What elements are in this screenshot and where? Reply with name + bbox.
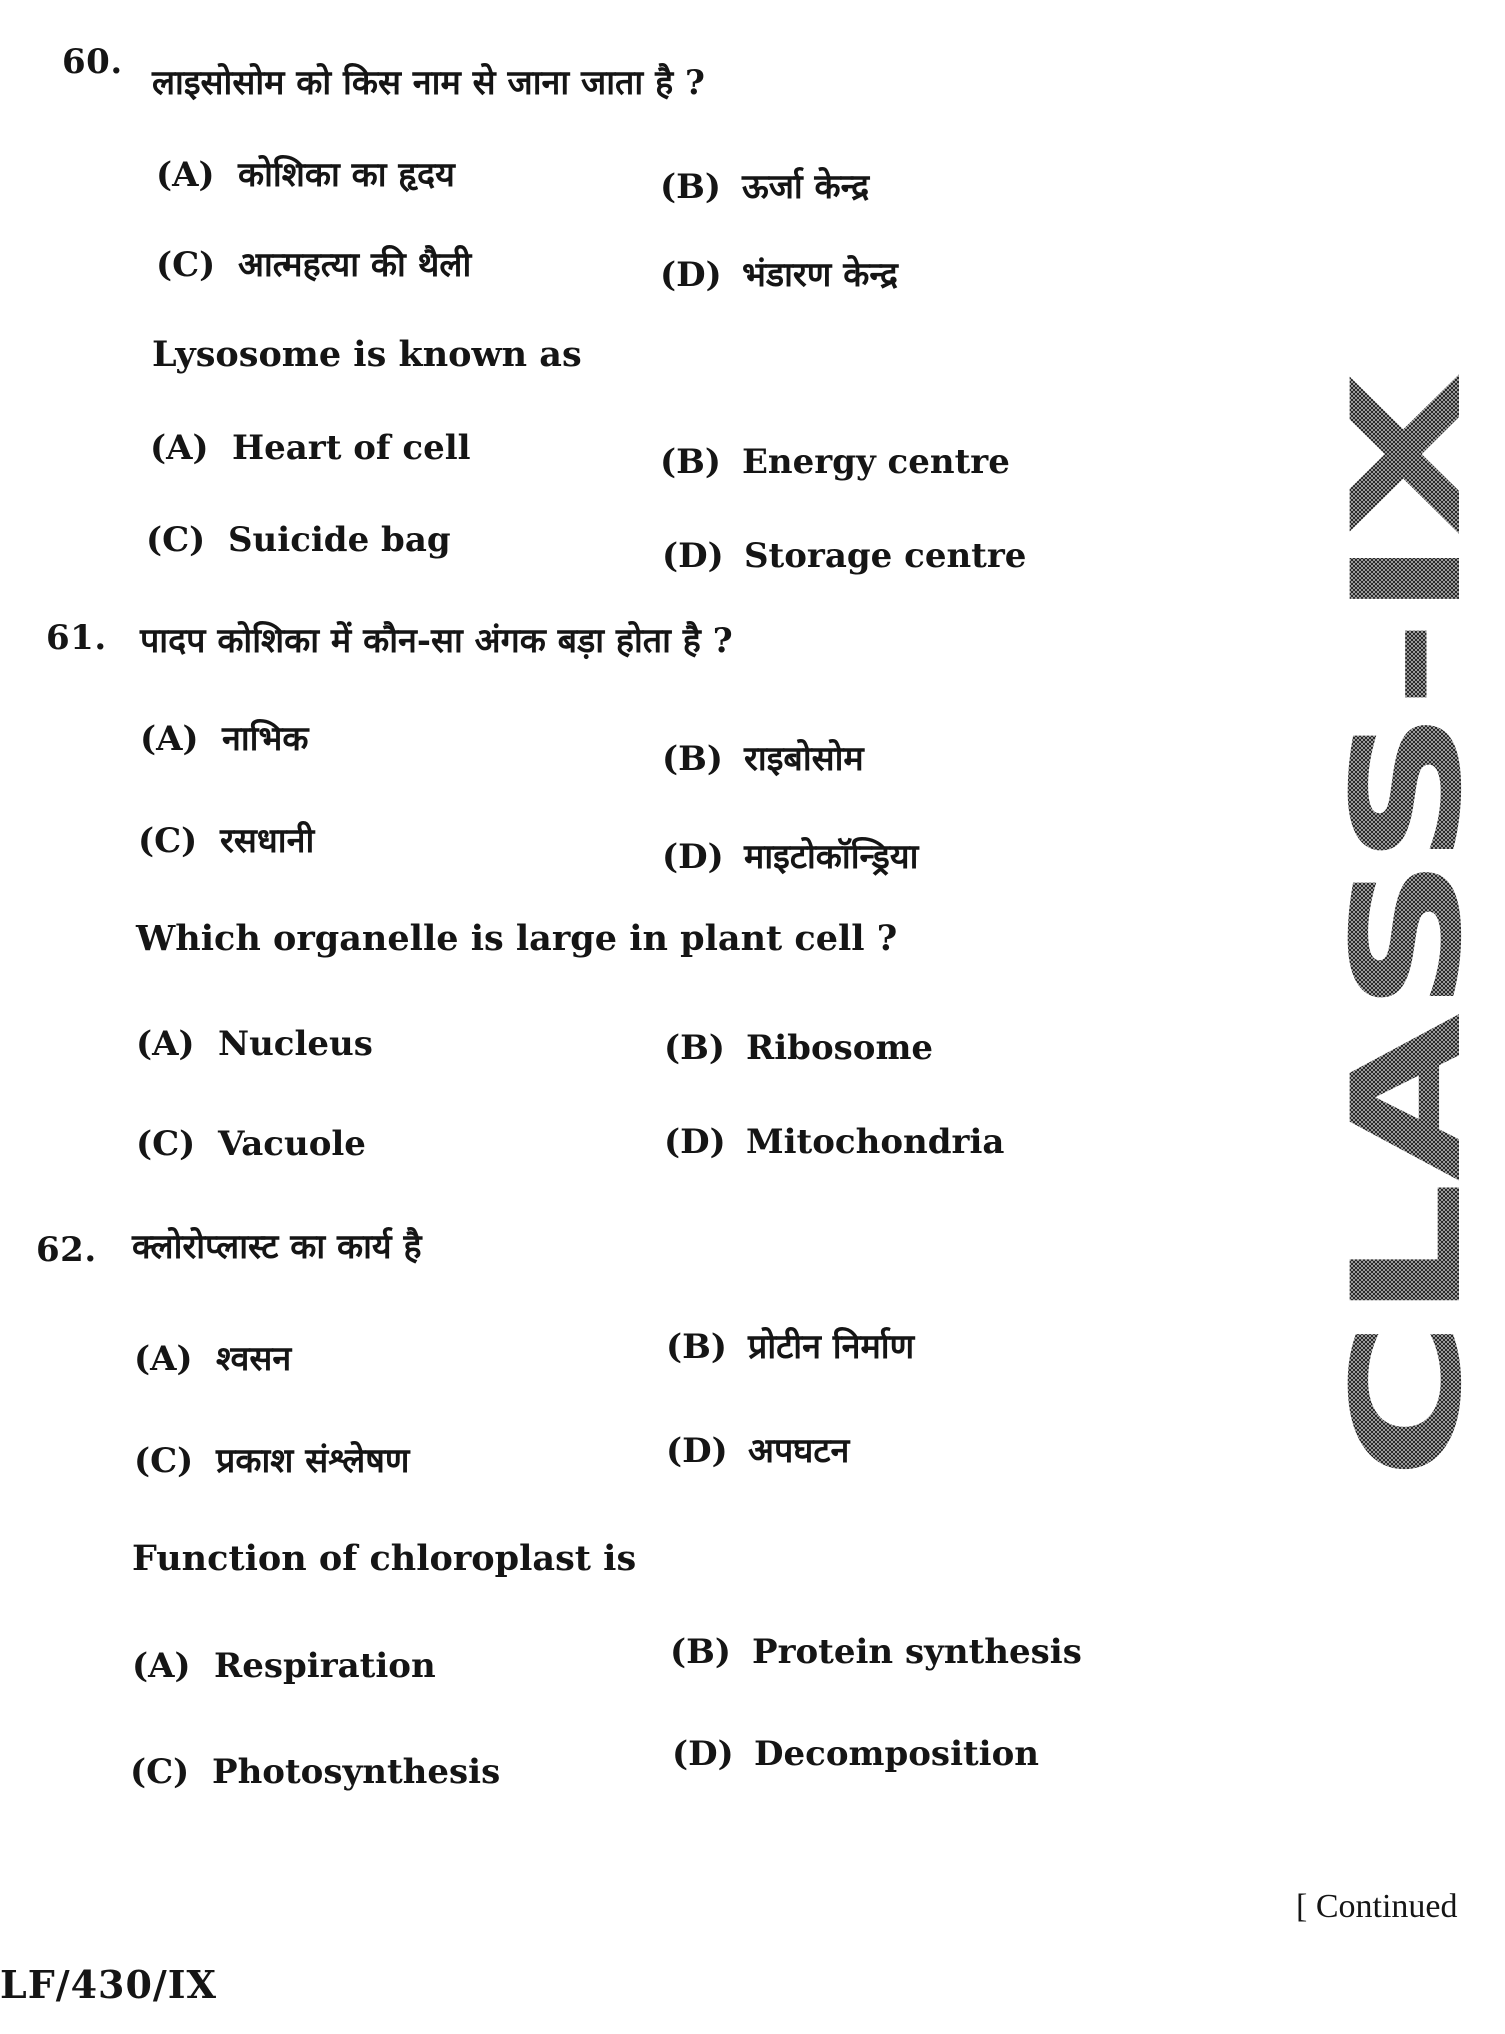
option-b-hindi bbox=[660, 162, 869, 208]
option-text: राइबोसोम bbox=[744, 739, 864, 779]
option-text: माइटोकॉन्ड्रिया bbox=[744, 837, 919, 877]
option-c-hindi bbox=[156, 240, 471, 286]
class-side-label bbox=[1321, 360, 1495, 1490]
option-b-english bbox=[660, 442, 1010, 482]
option-a-hindi bbox=[134, 1334, 291, 1380]
option-letter: (A) bbox=[150, 428, 209, 468]
question-text-english: Lysosome is known as bbox=[152, 334, 582, 375]
option-letter: (C) bbox=[130, 1752, 190, 1792]
option-letter: (C) bbox=[138, 821, 198, 861]
option-text: प्रकाश संश्लेषण bbox=[216, 1441, 410, 1481]
option-text: Photosynthesis bbox=[212, 1752, 501, 1792]
option-text: Energy centre bbox=[742, 442, 1010, 482]
question-text-hindi: पादप कोशिका में कौन-सा अंगक बड़ा होता है ? bbox=[140, 621, 733, 661]
option-letter: (D) bbox=[664, 1122, 726, 1162]
option-text: श्वसन bbox=[216, 1339, 292, 1379]
option-letter: (B) bbox=[670, 1632, 731, 1672]
option-text: Nucleus bbox=[218, 1024, 373, 1064]
option-letter: (A) bbox=[136, 1024, 195, 1064]
option-text: Ribosome bbox=[746, 1028, 934, 1068]
option-d-hindi bbox=[666, 1426, 849, 1472]
option-letter: (D) bbox=[662, 536, 724, 576]
option-letter: (B) bbox=[660, 167, 721, 207]
question-number: 62. bbox=[36, 1230, 97, 1270]
option-letter: (C) bbox=[134, 1441, 194, 1481]
option-letter: (B) bbox=[660, 442, 721, 482]
option-a-english bbox=[150, 428, 471, 468]
option-text: Protein synthesis bbox=[752, 1632, 1082, 1672]
option-text: Vacuole bbox=[218, 1124, 366, 1164]
option-b-hindi bbox=[666, 1322, 914, 1368]
option-b-english bbox=[670, 1632, 1082, 1672]
option-d-english bbox=[662, 536, 1026, 576]
question-text-hindi: क्लोरोप्लास्ट का कार्य है bbox=[132, 1227, 422, 1267]
option-text: Mitochondria bbox=[746, 1122, 1005, 1162]
continued-label: [ Continued bbox=[1296, 1888, 1458, 1925]
option-a-english bbox=[132, 1646, 436, 1686]
option-letter: (B) bbox=[664, 1028, 725, 1068]
option-text: भंडारण केन्द्र bbox=[742, 255, 898, 295]
option-b-hindi bbox=[662, 734, 864, 780]
option-text: ऊर्जा केन्द्र bbox=[742, 167, 870, 207]
question-text-english: Function of chloroplast is bbox=[132, 1538, 637, 1579]
option-d-english bbox=[664, 1122, 1004, 1162]
option-text: अपघटन bbox=[748, 1431, 850, 1471]
option-letter: (B) bbox=[662, 739, 723, 779]
option-c-english bbox=[130, 1752, 500, 1792]
class-side-label-graphic bbox=[1321, 360, 1495, 1490]
option-text: प्रोटीन निर्माण bbox=[748, 1327, 915, 1367]
option-letter: (C) bbox=[136, 1124, 196, 1164]
option-letter: (C) bbox=[156, 245, 216, 285]
option-letter: (A) bbox=[140, 719, 199, 759]
option-c-english bbox=[136, 1124, 366, 1164]
option-c-hindi bbox=[138, 816, 314, 862]
class-side-label-text: CLASS-IX bbox=[1321, 715, 1495, 1480]
option-letter: (D) bbox=[660, 255, 722, 295]
option-letter: (B) bbox=[666, 1327, 727, 1367]
option-c-hindi bbox=[134, 1436, 410, 1482]
question-text-hindi: लाइसोसोम को किस नाम से जाना जाता है ? bbox=[152, 63, 705, 103]
option-c-english bbox=[146, 520, 451, 560]
option-a-hindi bbox=[156, 150, 455, 196]
option-letter: (D) bbox=[672, 1734, 734, 1774]
option-a-hindi bbox=[140, 714, 309, 760]
option-text: Suicide bag bbox=[228, 520, 451, 560]
option-b-english bbox=[664, 1028, 933, 1068]
option-a-english bbox=[136, 1024, 373, 1064]
option-letter: (C) bbox=[146, 520, 206, 560]
paper-code: LF/430/IX bbox=[0, 1962, 218, 2007]
option-letter: (A) bbox=[132, 1646, 191, 1686]
option-d-hindi bbox=[660, 250, 898, 296]
option-text: नाभिक bbox=[222, 719, 309, 759]
question-number: 60. bbox=[62, 42, 123, 82]
option-text: रसधानी bbox=[220, 821, 315, 861]
option-letter: (D) bbox=[662, 837, 724, 877]
option-text: कोशिका का हृदय bbox=[238, 155, 455, 195]
option-text: Decomposition bbox=[754, 1734, 1039, 1774]
option-letter: (A) bbox=[156, 155, 215, 195]
option-d-hindi bbox=[662, 832, 918, 878]
option-text: आत्महत्या की थैली bbox=[238, 245, 472, 285]
option-text: Heart of cell bbox=[232, 428, 471, 468]
option-letter: (A) bbox=[134, 1339, 193, 1379]
option-letter: (D) bbox=[666, 1431, 728, 1471]
question-number: 61. bbox=[46, 618, 107, 658]
option-text: Respiration bbox=[214, 1646, 436, 1686]
option-text: Storage centre bbox=[744, 536, 1027, 576]
question-text-english: Which organelle is large in plant cell ? bbox=[136, 918, 898, 959]
option-d-english bbox=[672, 1734, 1039, 1774]
